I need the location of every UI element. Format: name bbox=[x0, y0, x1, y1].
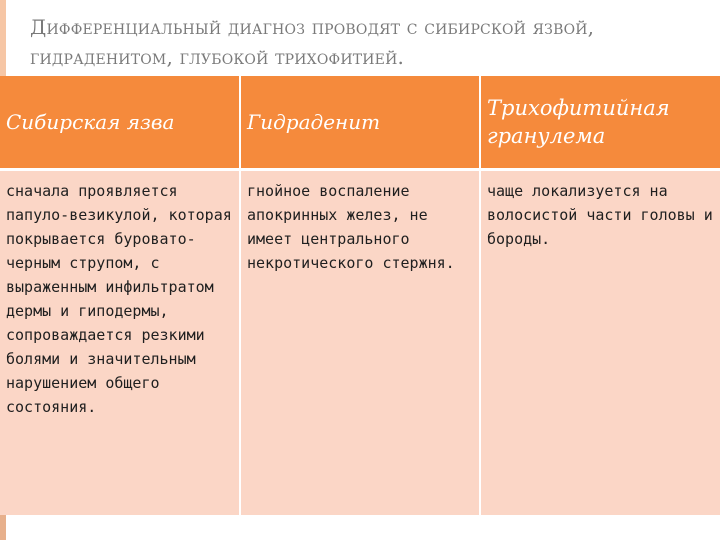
diagnosis-table bbox=[0, 76, 720, 515]
cell-anthrax-description: сначала проявляется папуло-везикулой, которая покрывается буровато-черным струпом, с выраженным инфильтратом дермы и гиподермы, сопроваждается резкими болями и значительным нарушением общего состояния. bbox=[0, 170, 240, 516]
header-anthrax: Сибирская язва bbox=[0, 76, 240, 170]
table-header-row bbox=[0, 76, 720, 170]
header-hidradenitis: Гидраденит bbox=[240, 76, 480, 170]
cell-trichophytic-granuloma-description: чаще локализуется на волосистой части головы и бороды. bbox=[480, 170, 720, 516]
header-trichophytic-granuloma: Трихофитийная гранулема bbox=[480, 76, 720, 170]
table-row bbox=[0, 170, 720, 516]
slide-title: Дифференциальный диагноз проводят с сибирской язвой, гидраденитом, глубокой трихофитией. bbox=[30, 15, 595, 69]
cell-hidradenitis-description: гнойное воспаление апокринных желез, не имеет центрального некротического стержня. bbox=[240, 170, 480, 516]
